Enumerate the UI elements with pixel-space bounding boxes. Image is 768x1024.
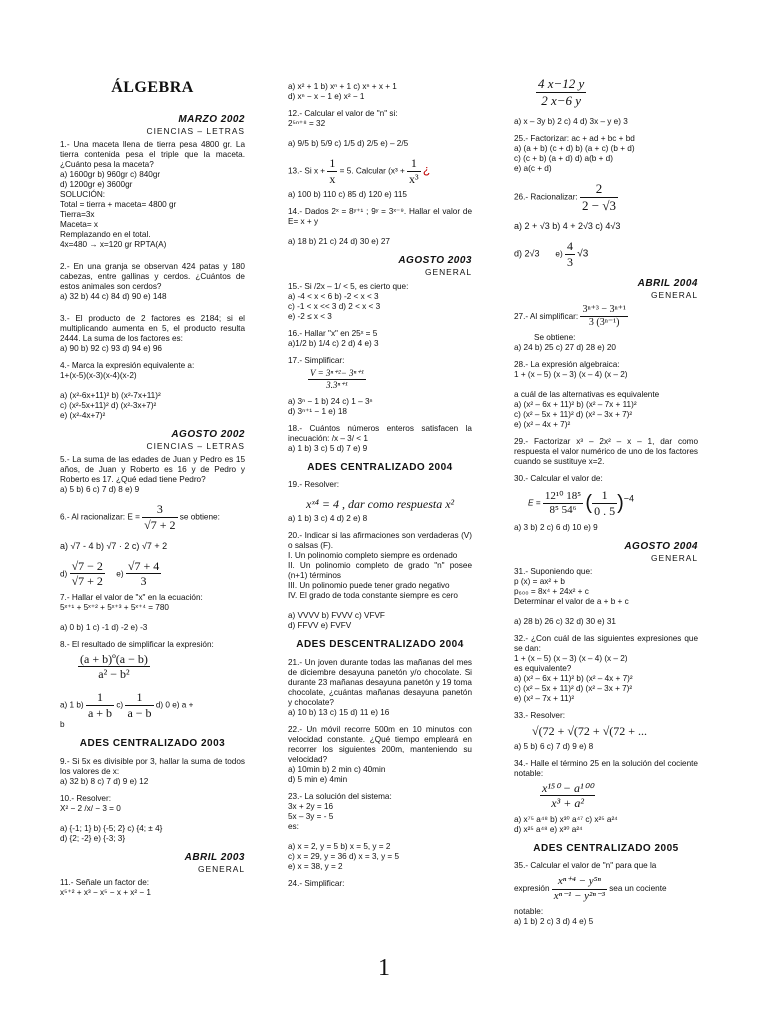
question-28: 28.- La expresión algebraica: 1 + (x – 5) (x – 3) (x – 4) (x – 2) a cuál de las alternativas es equivalente a) (x² – 6x + 11)² b) (x² – 7x + 11)² c) (x² – 5x + 11)² d) (x² – 3x + 7)² e) (x² – 4x + 7)²: [514, 360, 660, 430]
section-title: ADES DESCENTRALIZADO 2004: [296, 639, 464, 651]
question-35-text: expresión: [514, 884, 550, 894]
question-34-expression: [540, 781, 698, 811]
fraction: [126, 559, 161, 589]
option-text: √3: [577, 248, 589, 260]
section-header: [60, 852, 245, 874]
question-35: 35.- Calcular el valor de "n" para que la: [514, 861, 657, 871]
question-26-options: a) 2 + √3 b) 4 + 2√3 c) 4√3: [514, 221, 621, 232]
question-12: 12.- Calcular el valor de "n" si: 2⁵ⁿ⁺⁸ = 32 a) 9/5 b) 5/9 c) 1/5 d) 2/5 e) – 2/5: [288, 109, 409, 148]
question-17-options: a) 3ⁿ − 1 b) 24 c) 1 – 3ⁿ d) 3ⁿ⁺¹ − 1 e) 18: [288, 396, 373, 416]
question-19: 19.- Resolver:: [288, 479, 339, 489]
denominator: √7 + 2: [144, 518, 176, 533]
denominator: x³: [409, 171, 419, 186]
fraction: [70, 559, 105, 589]
question-33-options: a) 5 b) 6 c) 7 d) 9 e) 8: [514, 741, 594, 751]
numerator: 1: [329, 156, 336, 170]
section-title: ADES CENTRALIZADO 2003: [79, 738, 226, 750]
section-header: [60, 429, 245, 451]
question-27: [514, 304, 698, 329]
option-text: d) 2√3: [514, 248, 540, 259]
question-10: 10.- Resolver: X² − 2 /x/ − 3 = 0 a) {-1; 1} b) {-5; 2} c) {4; ± 4} d) {2; -2} e) {-3; 3}: [60, 793, 163, 843]
question-19-expression: xˣ⁴ = 4 , dar como respuesta x²: [306, 496, 455, 511]
question-13-mark: ¿: [422, 162, 431, 177]
question-11: 11.- Señale un factor de: x⁵⁺² + x³ − x⁵ − x + x² − 1: [60, 877, 151, 897]
numerator: √7 − 2: [71, 558, 103, 573]
denominator: 2 − √3: [582, 197, 616, 213]
question-32: 32.- ¿Con cuál de las siguientes expresiones que se dan: 1 + (x – 5) (x – 3) (x – 4) (x – 2) es equivalente? a) (x² – 6x + 11)² b) (x² – 4x + 7)² c) (x² – 5x + 11)² d) (x² – 3x + 7)² e) (x² – 7x + 11)²: [514, 634, 698, 704]
question-34: 34.- Halle el término 25 en la solución del cociente notable:: [514, 758, 698, 778]
question-24-expression: [536, 76, 698, 109]
question-35-text: sea un cociente: [609, 884, 667, 894]
section-subtitle: GENERAL: [650, 552, 698, 563]
exponent: −4: [623, 494, 634, 505]
question-21: 21.- Un joven durante todas las mañanas del mes de diciembre desayuna panetón y/o chocolate. Si durante 23 mañanas desayuna panetón y 19 toma chocolate, ¿cuántas mañanas desayuna panetón y chocolate? a) 10 b) 13 c) 15 d) 11 e) 16: [288, 657, 472, 717]
column-2: [288, 82, 472, 896]
column-3: [514, 76, 698, 934]
question-17: 17.- Simplificar:: [288, 355, 345, 365]
question-30-options: a) 3 b) 2 c) 6 d) 10 e) 9: [514, 522, 598, 532]
section-title: ABRIL 2004: [637, 277, 698, 289]
numerator: √7 + 4: [127, 558, 160, 573]
section-subtitle: GENERAL: [424, 267, 472, 278]
denominator: x: [329, 171, 336, 186]
section-title: ADES CENTRALIZADO 2004: [307, 461, 453, 473]
numerator: 1: [86, 690, 114, 706]
section-title: ABRIL 2003: [184, 851, 245, 863]
fraction: [580, 181, 618, 214]
question-35-options: notable: a) 1 b) 2 c) 3 d) 4 e) 5: [514, 907, 594, 927]
numerator: 1: [125, 690, 153, 706]
option-text: b: [60, 720, 65, 730]
option-text: d) 0 e) a +: [155, 700, 194, 710]
question-13: [288, 156, 472, 186]
section-title: AGOSTO 2003: [398, 255, 472, 267]
question-6-suffix: se obtiene:: [179, 512, 220, 522]
question-29: 29.- Factorizar x³ – 2x² – x – 1, dar como respuesta el valor numérico de uno de los factores cuando se sustituye x=2.: [514, 437, 698, 467]
question-31: 31.- Suponiendo que: p (x) = ax² + b p₆₀₀ = 8x⁴ + 24x² + c Determinar el valor de a + b + c a) 28 b) 26 c) 32 d) 30 e) 31: [514, 567, 629, 627]
question-8-options: [60, 690, 245, 730]
question-6-options: a) √7 - 4 b) √7 · 2 c) √7 + 2: [60, 540, 168, 551]
numerator: 1: [592, 488, 617, 504]
numerator: (a + b)º(a − b): [80, 651, 148, 666]
option-label: c): [116, 700, 124, 710]
question-13-options: a) 100 b) 110 c) 85 d) 120 e) 115: [288, 190, 407, 200]
numerator: 1: [407, 156, 421, 172]
denominator: 0 . 5: [594, 504, 616, 519]
numerator: 12¹⁰ 18⁵: [543, 490, 583, 504]
paren-close: ): [617, 492, 624, 515]
numerator: x¹⁵⁰ − a¹⁰⁰: [542, 780, 594, 795]
option-label: e): [555, 249, 563, 259]
question-1: 1.- Una maceta llena de tierra pesa 4800 gr. La tierra contenida pesa el triple que la maceta. ¿Cuánto pesa la maceta? a) 1600gr b) 960gr c) 840gr d) 1200gr e) 3600gr SOLUCIÓN: Total = tierra + maceta= 4800 gr Tierra=3x Maceta= x Remplazando en el total. 4x=480 → x=120 gr RPTA(A): [60, 139, 245, 249]
question-9: 9.- Si 5x es divisible por 3, hallar la suma de todos los valores de x: a) 32 b) 8 c) 7 d) 9 e) 12: [60, 756, 245, 786]
denominator: 3: [566, 255, 573, 270]
question-16: 16.- Hallar "x" en 25ˣ = 5 a)1/2 b) 1/4 c) 2 d) 4 e) 3: [288, 328, 379, 348]
paren-open: (: [585, 492, 593, 515]
section-subtitle: CIENCIAS – LETRAS: [146, 125, 245, 136]
section-header: [514, 541, 698, 563]
section-title: ADES CENTRALIZADO 2005: [533, 843, 679, 855]
fraction: [407, 156, 421, 186]
question-27-suffix: Se obtiene:: [534, 333, 576, 343]
page-title: ÁLGEBRA: [111, 79, 194, 96]
fraction: [580, 304, 628, 329]
question-27-options: a) 24 b) 25 c) 27 d) 28 e) 20: [514, 343, 616, 353]
fraction: [543, 490, 583, 518]
denominator: 2 x−6 y: [541, 92, 582, 108]
question-18: 18.- Cuántos números enteros satisfacen la inecuación: /x – 3/ < 1 a) 1 b) 3 c) 5 d) 7 e) 9: [288, 423, 472, 453]
denominator: 3: [140, 574, 147, 589]
denominator: √7 + 2: [71, 574, 103, 589]
question-19-options: a) 1 b) 3 c) 4 d) 2 e) 8: [288, 514, 368, 524]
page-number: 1: [378, 955, 390, 981]
question-6-options-de: [60, 559, 245, 589]
denominator: a² − b²: [98, 667, 130, 682]
section-title: MARZO 2002: [178, 113, 245, 125]
section-header: [60, 114, 245, 136]
question-30-expression: [528, 488, 698, 518]
question-13-text: 13.- Si x +: [288, 166, 326, 176]
section-title: AGOSTO 2004: [624, 540, 698, 552]
fraction: [327, 156, 337, 186]
denominator: a + b: [87, 705, 113, 720]
fraction: [565, 239, 575, 269]
denominator: a − b: [127, 705, 152, 720]
question-13-text: = 5. Calcular (x³ +: [339, 166, 405, 176]
question-25: 25.- Factorizar: ac + ad + bc + bd a) (a + b) (c + d) b) (a + c) (b + d) c) (c + b) (a + d) d) a(b + d) e) a(c + d): [514, 133, 635, 173]
fraction: [308, 368, 366, 391]
numerator: xⁿ⁺⁴ − y⁵ⁿ: [552, 875, 607, 889]
denominator: 8⁵ 54⁶: [549, 504, 577, 517]
question-26-text: 26.- Racionalizar:: [514, 192, 578, 202]
question-20: 20.- Indicar si las afirmaciones son verdaderas (V) o salsas (F). I. Un polinomio completo siempre es ordenado II. Un polinomio completo de grado "n" posee (n+1) términos III. Un polinomio puede tener grado negativo IV. El grado de toda constante siempre es cero a) VVVV b) FVVV c) VFVF d) FFVV e) FVFV: [288, 531, 472, 631]
question-17-expression: [308, 368, 472, 391]
fraction: [125, 690, 153, 720]
fraction: [78, 652, 150, 682]
question-34-options: a) x⁷⁵ a⁴⁸ b) x³⁰ a⁴⁷ c) x²⁵ a²⁴ d) x²⁵ a⁴⁸ e) x³⁰ a²⁴: [514, 815, 618, 835]
numerator: 4 x−12 y: [538, 76, 585, 91]
numerator: 4: [566, 239, 573, 254]
question-30: 30.- Calcular el valor de:: [514, 474, 603, 484]
fraction: [536, 76, 586, 109]
question-3: 3.- El producto de 2 factores es 2184; si el multiplicando aumenta en 5, el producto resulta 2444. La suma de los factores es: a) 90 b) 92 c) 93 d) 94 e) 96: [60, 313, 245, 353]
question-6-text: 6.- Al racionalizar: E =: [60, 512, 140, 522]
fraction: [86, 690, 114, 720]
denominator: 3 (3ⁿ⁻¹): [588, 317, 620, 329]
option-text: a) 1 b): [60, 700, 84, 710]
question-14: 14.- Dados 2ˣ = 8ʸ⁺¹ ; 9ʸ = 3ˣ⁻⁹. Hallar el valor de E= x + y a) 18 b) 21 c) 24 d) 30 e) 27: [288, 207, 472, 247]
question-7: 7.- Hallar el valor de "x" en la ecuación: 5ˣ⁺¹ + 5ˣ⁺² + 5ˣ⁺³ + 5ˣ⁺⁴ = 780 a) 0 b) 1 c) -1 d) -2 e) -3: [60, 592, 203, 632]
question-5: 5.- La suma de las edades de Juan y Pedro es 15 años, de Juan y Roberto es 16 y de Pedro y Roberto es 17. ¿Qué edad tiene Pedro? a) 5 b) 6 c) 7 d) 8 e) 9: [60, 455, 245, 495]
column-1: [60, 78, 245, 905]
question-22: 22.- Un móvil recorre 500m en 10 minutos con velocidad constante. ¿Qué tiempo empleará en recorrer los siguientes 200m, manteniendo su velocidad? a) 10min b) 2 min c) 40min d) 5 min e) 4min: [288, 724, 472, 784]
question-33: 33.- Resolver:: [514, 711, 565, 721]
section-subtitle: CIENCIAS – LETRAS: [146, 441, 245, 452]
option-label: d): [60, 568, 68, 578]
section-title: AGOSTO 2002: [171, 428, 245, 440]
question-6: [60, 502, 245, 532]
question-11-options: a) x² + 1 b) xⁿ + 1 c) xⁿ + x + 1 d) xⁿ − x − 1 e) x² − 1: [288, 82, 397, 101]
question-4: 4.- Marca la expresión equivalente a: 1+(x-5)(x-3)(x-4)(x-2) a) (x²-6x+11)² b) (x²-7x+11)² c) (x²-5x+11)² d) (x²-3x+7)² e) (x²-4x+7)²: [60, 360, 195, 420]
question-23: 23.- La solución del sistema: 3x + 2y = 16 5x – 3y = - 5 es: a) x = 2, y = 5 b) x = 5, y = 2 c) x = 29, y = 36 d) x = 3, y = 5 e) x = 38, y = 2: [288, 791, 400, 871]
question-26: [514, 181, 698, 214]
option-label: e): [116, 568, 124, 578]
question-24: 24.- Simplificar:: [288, 878, 345, 888]
expression-label: E =: [528, 498, 541, 508]
section-subtitle: GENERAL: [650, 289, 698, 300]
question-2: 2.- En una granja se observan 424 patas y 180 cabezas, entre gallinas y cerdos. ¿Cuántos de estos animales son cerdos? a) 32 b) 44 c) 84 d) 90 e) 148: [60, 261, 245, 301]
denominator: xⁿ⁻¹ − y²ⁿ⁻³: [553, 889, 605, 902]
question-26-options-de: [514, 239, 698, 269]
section-header: [514, 278, 698, 300]
question-33-expression: √(72 + √(72 + √(72 + ...: [532, 724, 648, 739]
question-24-options: a) x – 3y b) 2 c) 4 d) 3x – y e) 3: [514, 116, 628, 126]
numerator: 2: [580, 181, 618, 198]
section-header: [288, 255, 472, 277]
fraction: [552, 875, 607, 903]
question-27-text: 27.- Al simplificar:: [514, 311, 579, 321]
denominator: 3.3ⁿ⁺¹: [326, 379, 348, 390]
question-8: 8.- El resultado de simplificar la expresión:: [60, 639, 214, 649]
fraction: [142, 502, 177, 532]
numerator: 3: [142, 502, 177, 518]
section-subtitle: GENERAL: [197, 863, 245, 874]
numerator: V = 3ⁿ⁺²− 3ⁿ⁺¹: [310, 367, 364, 378]
fraction: [592, 488, 617, 518]
question-8-expression: [78, 652, 245, 682]
denominator: x³ + a²: [551, 796, 584, 811]
question-15: 15.- Si /2x – 1/ < 5, es cierto que: a) -4 < x < 6 b) -2 < x < 3 c) -1 < x << 3 d) 2 < x < 3 e) -2 ≤ x < 3: [288, 281, 409, 321]
fraction: [540, 781, 595, 811]
question-35-expression: [514, 875, 698, 903]
numerator: 3ⁿ⁺³ − 3ⁿ⁺¹: [580, 304, 628, 317]
